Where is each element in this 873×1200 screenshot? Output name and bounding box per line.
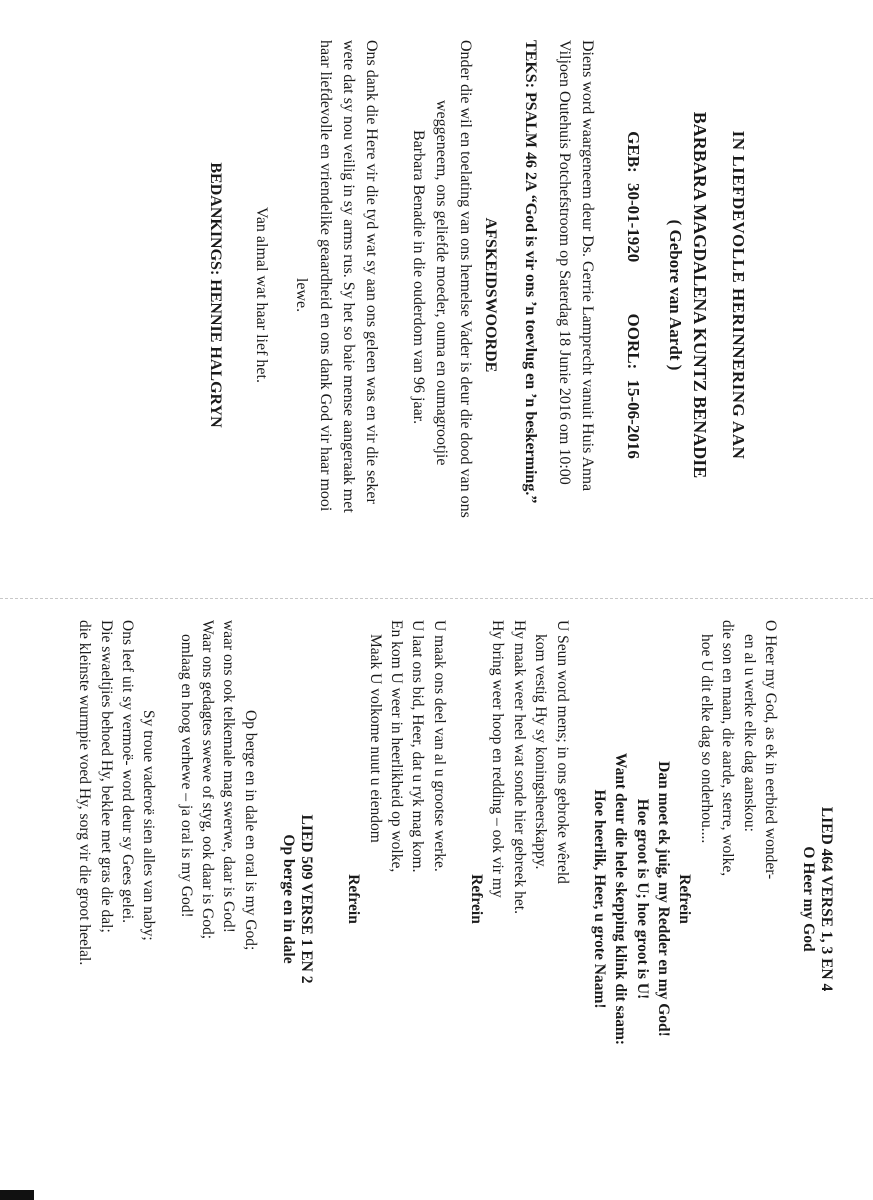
song-verse xyxy=(696,620,782,1178)
acknowledgements: BEDANKINGS: HENNIE HALGRYN xyxy=(207,162,225,428)
refrein-line: Hoe groot is U; hoe groot is U! xyxy=(633,798,651,1000)
birth-date: GEB: 30-01-1920 xyxy=(624,131,643,263)
verse-line: U laat ons bid, Heer, dat u ryk mag kom. xyxy=(409,620,427,873)
verse-line: En kom U weer in heerlikheid op wolke, xyxy=(388,620,405,873)
death-date: OORL: 15-06-2016 xyxy=(624,313,643,459)
song-subtitle: O Heer my God xyxy=(800,846,817,952)
scripture-text: TEKS: PSALM 46 2A “God is vir ons ’n toevlug en ’n beskerming.” xyxy=(521,40,539,504)
gratitude-line: haar liefdevolle en vriendelike geaardheid en ons dank God vir haar mooi xyxy=(316,40,334,512)
verse-line: Op berge en in dale en oral is my God; xyxy=(241,710,259,951)
song-verse xyxy=(466,620,573,1178)
verse-line: die son en maan, die aarde, sterre, wolke, xyxy=(719,620,737,877)
farewell-line: Barbara Benadie in die ouderdom van 96 jaar. xyxy=(410,130,428,425)
refrein-line: Hoe heerlik, Heer, u grote Naam! xyxy=(591,789,608,1009)
gratitude-line: lewe. xyxy=(293,277,311,313)
from-all-line: Van almal wat haar lief het. xyxy=(253,207,271,383)
verse-line: omlaag en hoog verhewe – ja oral is my God! xyxy=(177,634,195,918)
farewell-text xyxy=(407,40,477,550)
service-info xyxy=(553,40,599,550)
verse-line: Waar ons gedagtes swewe of styg, ook daar is God; xyxy=(199,620,217,940)
verse-line: U maak ons deel van al u grootse werke. xyxy=(430,620,448,872)
verse-line: Ons leef uit sy vermoë- word deur sy Gees gelei. xyxy=(119,620,136,924)
dates xyxy=(623,40,643,550)
verse-line: Maak U volkome nuut u eiendom xyxy=(366,634,384,843)
verse-line: Hy bring weer hoop en redding – ook vir my xyxy=(489,620,507,898)
refrein-label: Refrein xyxy=(468,874,486,924)
verse-line: die kleinste wurmpie voed Hy, sorg vir die groot heelal. xyxy=(76,620,94,966)
verse-line: kom vestig Hy sy koningsheerskappy. xyxy=(532,634,550,870)
verse-line: hoe U dit elke dag so onderhou.... xyxy=(697,634,715,844)
song-title: LIED 509 VERSE 1 EN 2 xyxy=(297,814,315,984)
farewell-heading: AFSKEIDSWOORDE xyxy=(481,217,499,373)
verse-line: en al u werke elke dag aanskou: xyxy=(740,634,758,832)
refrein-label: Refrein xyxy=(345,874,363,924)
hymns-panel xyxy=(0,600,873,1200)
verse-line: Sy troue vaderoë sien alles van naby; xyxy=(140,710,158,941)
verse-line: Hy maak weer heel wat sonde hier gebreek het. xyxy=(510,620,528,914)
farewell-line: weggeneem, ons geliefde moeder, ouma en oumagrootjie xyxy=(433,100,451,466)
farewell-line: Onder die wil en toelating van ons hemelse Vader is deur die dood van ons xyxy=(456,40,474,518)
service-line: Viljoen Outehuis Potchefstroom op Saterdag 18 Junie 2016 om 10:00 xyxy=(555,40,573,485)
gratitude-line: wete dat sy nou veilig in sy arms rus. Sy het so baie mense aangeraak met xyxy=(339,40,357,513)
gratitude-line: Ons dank die Here vir die tyd wat sy aan ons geleen was en vir die seker xyxy=(363,40,381,504)
gratitude-text xyxy=(290,40,383,550)
verse-line: O Heer my God, as ek in eerbied wonder- xyxy=(762,620,779,880)
refrein-label: Refrein xyxy=(676,874,694,924)
verse-line: Die swaeltjies behoed Hy, beklee met gras die dal; xyxy=(97,620,115,933)
refrein-line: Want deur die hele skepping klink dit saam: xyxy=(612,752,630,1046)
song-subtitle: Op berge en in dale xyxy=(279,834,297,964)
deceased-name: BARBARA MAGDALENA KUNTZ BENADIE xyxy=(690,111,710,479)
song-title: LIED 464 VERSE 1, 3 EN 4 xyxy=(818,806,835,992)
song-verse xyxy=(343,620,450,1178)
verse-line: waar ons ook telkemale mag swerwe, daar is God! xyxy=(220,620,238,933)
service-line: Diens word waargeneem deur Ds. Gerrie Lamprecht vanuit Huis Anna xyxy=(579,40,596,492)
verse-line: U Seun word mens; in ons gebroke wêreld xyxy=(553,620,571,884)
maiden-name: ( Gebore van Aardt ) xyxy=(666,219,685,371)
refrein-line: Dan moet ek juig, my Redder en my God! xyxy=(655,761,673,1037)
memorial-heading: IN LIEFDEVOLLE HERINNERING AAN xyxy=(729,130,748,460)
song-refrein xyxy=(589,620,696,1178)
song-verse xyxy=(175,620,261,1178)
song-verse xyxy=(74,620,160,1178)
